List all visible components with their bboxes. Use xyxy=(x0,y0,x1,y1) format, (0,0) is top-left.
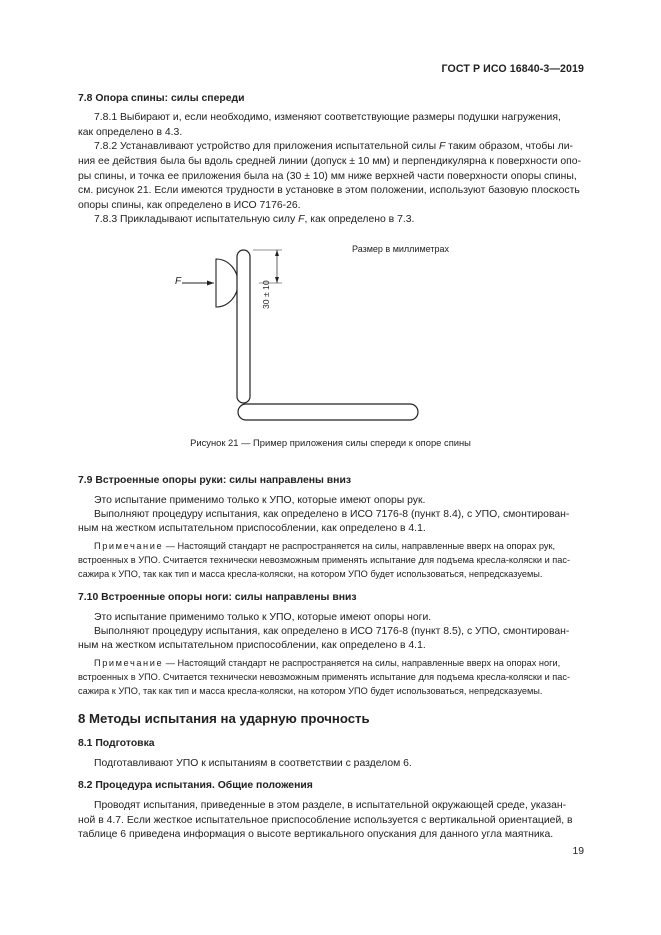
para-7-8-2-line5: опоры спины, как определено в ИСО 7176-26. xyxy=(78,200,301,211)
load-pad-shape xyxy=(216,259,238,307)
seat-shape xyxy=(238,404,418,420)
para-7-10-2-line2: ным на жестком испытательном приспособлении, как определено в 4.1. xyxy=(78,640,426,651)
dim-arrow-bottom xyxy=(275,277,279,283)
document-header: ГОСТ Р ИСО 16840-3—2019 xyxy=(441,63,584,75)
para-8-2-line3: таблице 6 приведена информация о высоте вертикального опускания для данного угла маятника. xyxy=(78,829,554,840)
para-7-8-1-line1: 7.8.1 Выбирают и, если необходимо, изменяют соответствующие размеры подушки нагружения, xyxy=(94,112,561,123)
dim-arrow-top xyxy=(275,250,279,256)
force-arrow-head xyxy=(207,281,214,286)
para-8-2-line2: ной в 4.7. Если жесткое испытательное приспособление используется с вертикальной ориентацией, в xyxy=(78,815,573,826)
force-symbol: F xyxy=(298,214,305,225)
section-7-8-title: 7.8 Опора спины: силы спереди xyxy=(78,93,245,104)
section-7-10-title: 7.10 Встроенные опоры ноги: силы направлены вниз xyxy=(78,592,357,603)
dimension-label: 30 ± 10 xyxy=(261,280,271,309)
note-7-10-line1: Примечание — Настоящий стандарт не распространяется на силы, направленные вверх на опорах ноги, xyxy=(94,658,561,668)
para-7-9-1: Это испытание применимо только к УПО, которые имеют опоры рук. xyxy=(94,495,426,506)
section-8-title: 8 Методы испытания на ударную прочность xyxy=(78,711,370,726)
back-support-shape xyxy=(237,250,250,403)
figure-size-note: Размер в миллиметрах xyxy=(352,244,449,254)
para-7-8-2-line1: 7.8.2 Устанавливают устройство для приложения испытательной силы F таким образом, чтобы ли- xyxy=(94,141,573,152)
para-7-9-2-line2: ным на жестком испытательном приспособлении, как определено в 4.1. xyxy=(78,523,426,534)
para-7-8-2-line4: см. рисунок 21. Если имеются трудности в установке в этом положении, используют базовую плоскость xyxy=(78,185,580,196)
para-8-2-line1: Проводят испытания, приведенные в этом разделе, в испытательной окружающей среде, указан- xyxy=(94,800,567,811)
note-7-10-line3: сажира к УПО, так как тип и масса кресла-коляски, на котором УПО будет использоваться, непредсказуемы. xyxy=(78,686,543,696)
note-7-9-line1: Примечание — Настоящий стандарт не распространяется на силы, направленные вверх на опорах рук, xyxy=(94,541,556,551)
note-7-9-line3: сажира к УПО, так как тип и масса кресла-коляски, на котором УПО будет использоваться, непредсказуемы. xyxy=(78,569,543,579)
force-symbol: F xyxy=(438,141,446,152)
para-7-8-2-line2: ния ее действия была бы вдоль средней линии (допуск ± 10 мм) и перпендикулярна к поверхности опо- xyxy=(78,156,582,167)
para-7-8-3: 7.8.3 Прикладывают испытательную силу F, как определено в 7.3. xyxy=(94,214,415,225)
section-8-2-title: 8.2 Процедура испытания. Общие положения xyxy=(78,780,313,791)
note-7-9-line2: встроенных в УПО. Считается технически невозможным применять испытание для подъема кресла-коляски и пас- xyxy=(78,555,571,565)
para-8-1: Подготавливают УПО к испытаниям в соответствии с разделом 6. xyxy=(94,758,412,769)
para-7-10-2-line1: Выполняют процедуру испытания, как определено в ИСО 7176-8 (пункт 8.5), с УПО, смонтирован- xyxy=(94,626,570,637)
para-7-8-1-line2: как определено в 4.3. xyxy=(78,127,183,138)
figure-caption: Рисунок 21 — Пример приложения силы спереди к опоре спины xyxy=(190,437,471,448)
force-label: F xyxy=(175,276,182,287)
para-7-8-2-line3: ры спины, и точка ее приложения была на (30 ± 10) мм ниже верхней части поверхности опоры спины, xyxy=(78,171,577,182)
para-7-9-2-line1: Выполняют процедуру испытания, как определено в ИСО 7176-8 (пункт 8.4), с УПО, смонтирован- xyxy=(94,509,570,520)
section-8-1-title: 8.1 Подготовка xyxy=(78,738,155,749)
note-7-10-line2: встроенных в УПО. Считается технически невозможным применять испытание для подъема кресла-коляски и пас- xyxy=(78,672,571,682)
para-7-10-1: Это испытание применимо только к УПО, которые имеют опоры ноги. xyxy=(94,612,432,623)
page-number: 19 xyxy=(572,846,584,857)
section-7-9-title: 7.9 Встроенные опоры руки: силы направлены вниз xyxy=(78,475,351,486)
